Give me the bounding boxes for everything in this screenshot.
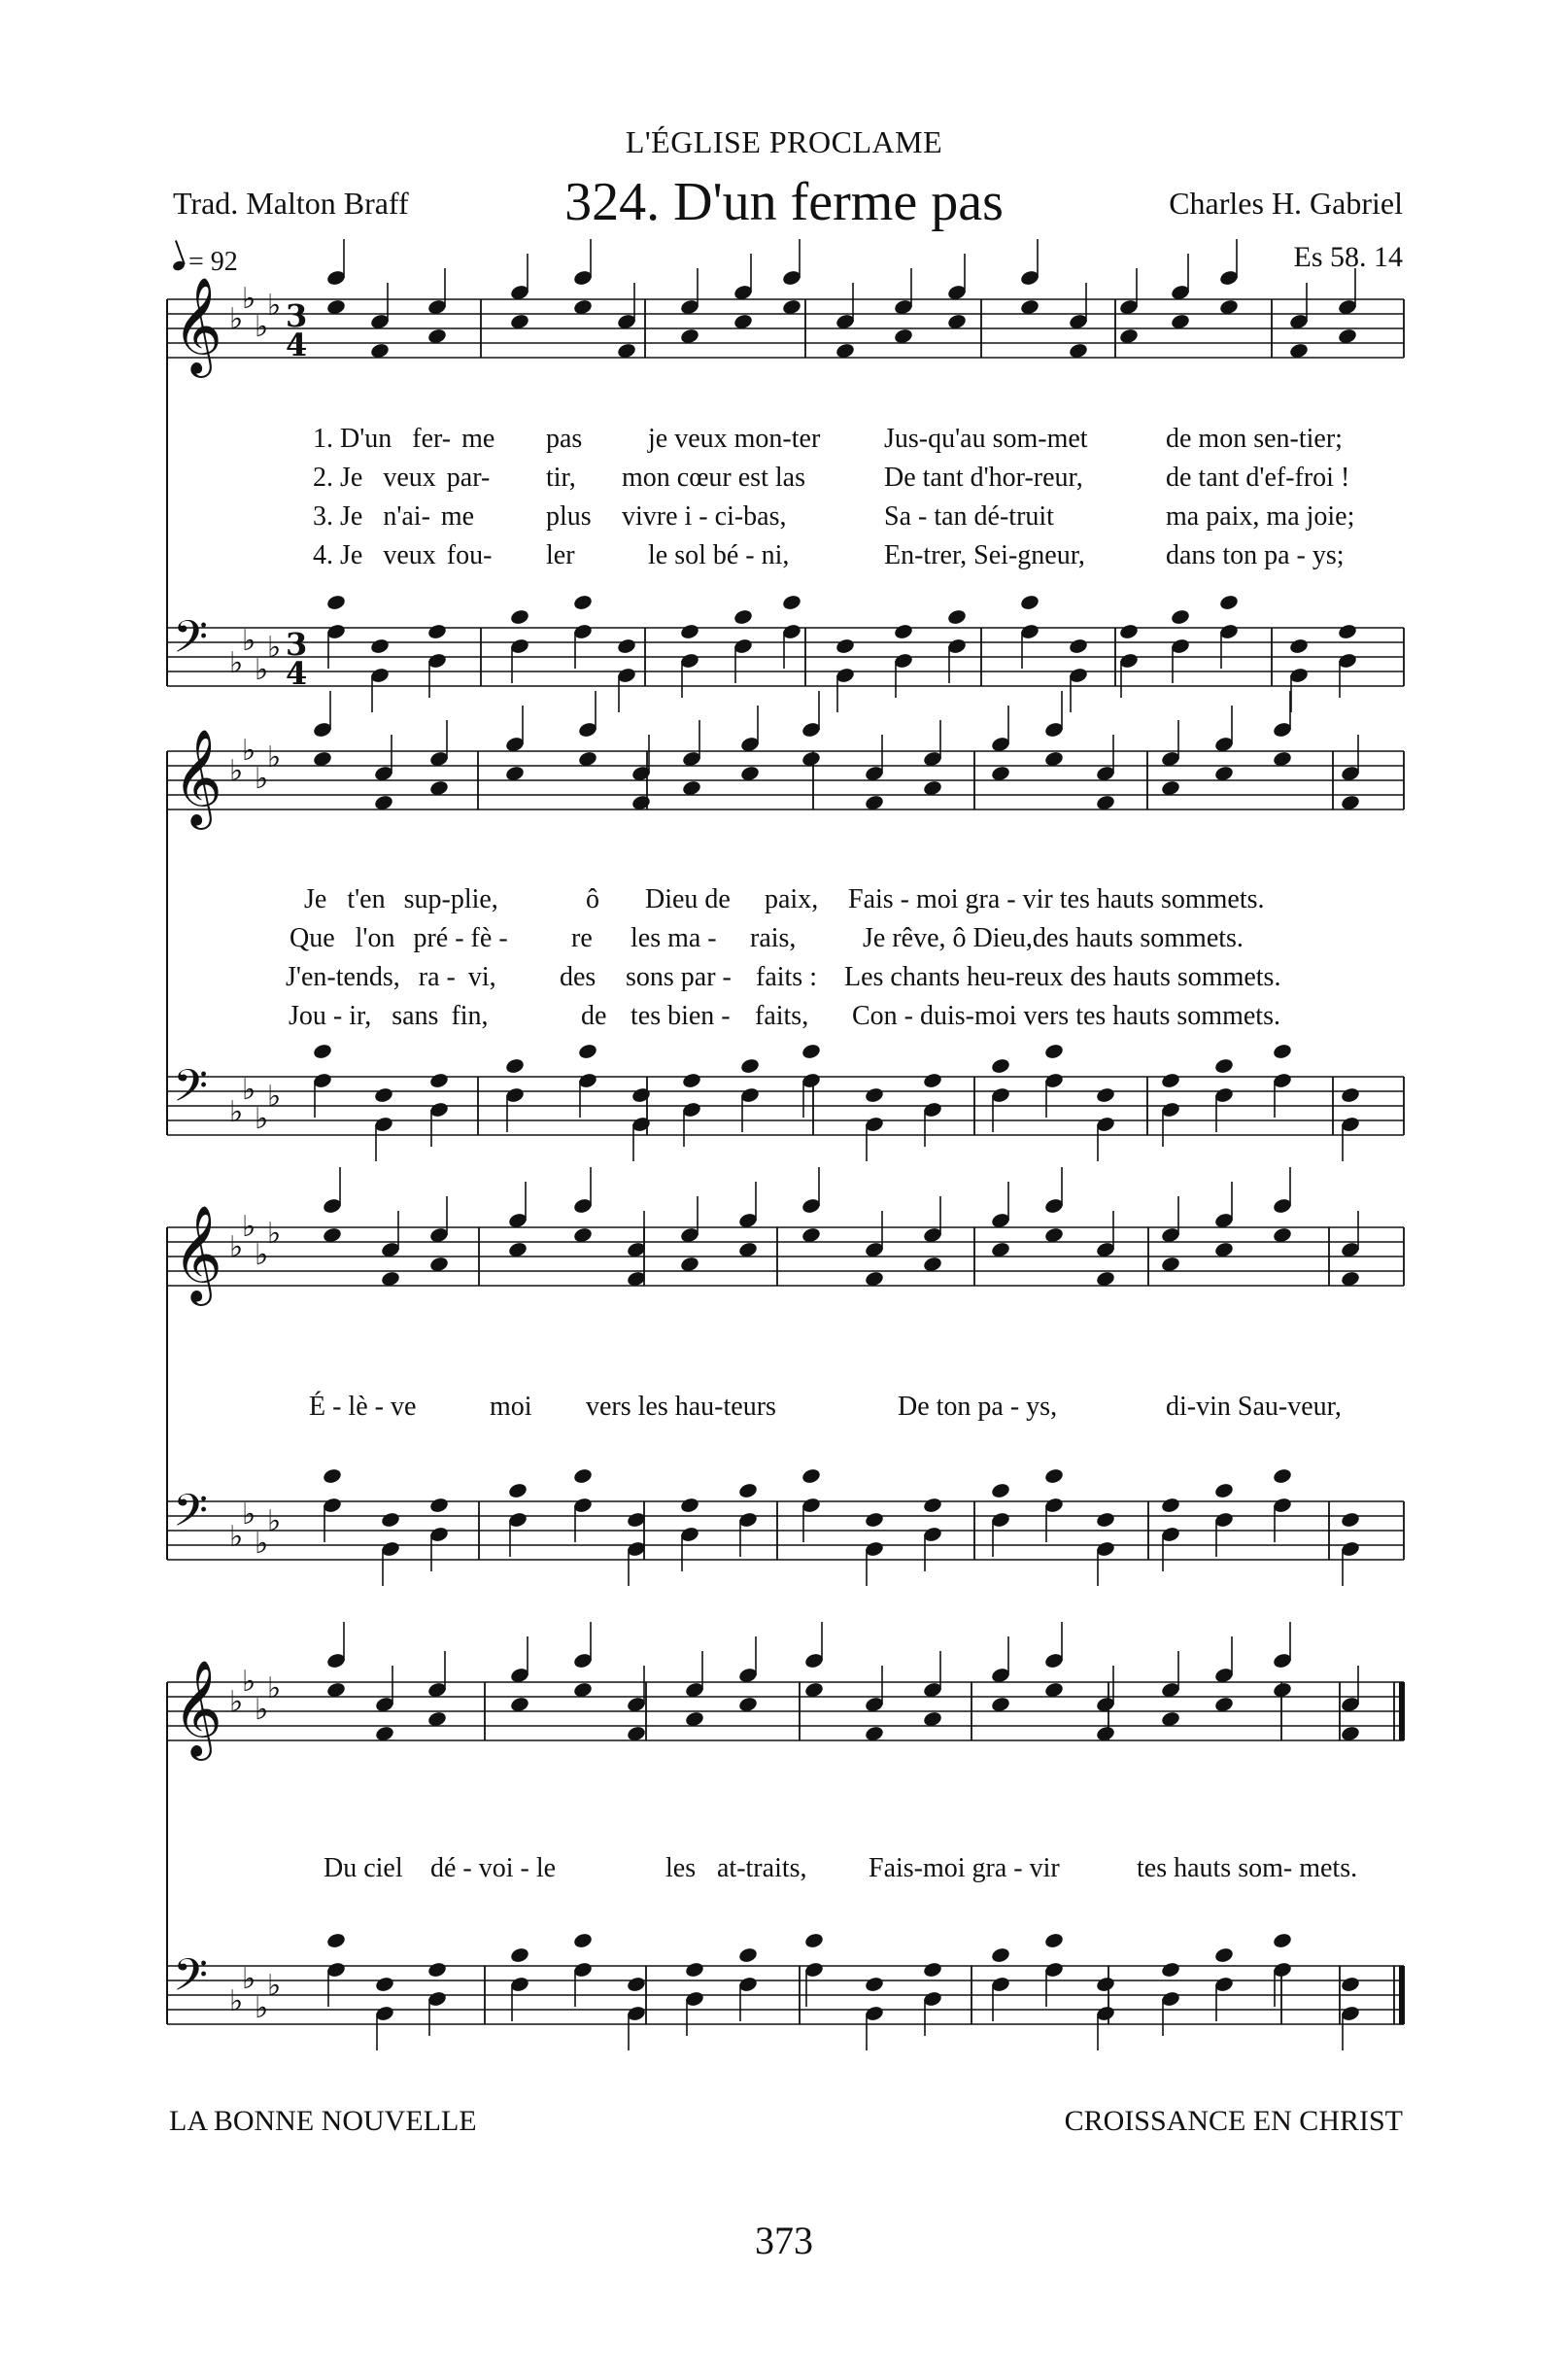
lyric-syllable: me — [461, 424, 495, 454]
lyric-syllable: pas — [546, 424, 583, 454]
flat-icon: ♭ — [267, 1504, 282, 1538]
lyric-line — [290, 923, 1244, 954]
lyric-syllable: sup-plie, — [403, 884, 498, 914]
lyric-syllable: tir, — [546, 463, 576, 493]
lyric-syllable: faits : — [756, 962, 817, 992]
note-head — [509, 1946, 529, 1964]
page-number: 373 — [755, 2219, 813, 2262]
time-signature: 3 — [286, 297, 308, 334]
final-barline — [1399, 1682, 1405, 1740]
lyric-syllable: des — [560, 962, 597, 992]
flat-icon: ♭ — [242, 624, 256, 658]
lyric-syllable: par- — [446, 463, 491, 493]
note-head — [864, 1086, 884, 1104]
note-head — [369, 637, 390, 655]
lyric-syllable: re — [571, 923, 593, 953]
flat-icon: ♭ — [229, 754, 244, 788]
note-head — [684, 1961, 704, 1979]
note-head — [1340, 1086, 1360, 1104]
note-head — [1272, 1467, 1292, 1485]
flat-icon: ♭ — [242, 1210, 256, 1244]
lyric-syllable: de tant d'ef-froi ! — [1166, 463, 1350, 493]
flat-icon: ♭ — [267, 1671, 282, 1705]
lyric-syllable: veux — [383, 463, 436, 493]
note-head — [864, 1976, 884, 1993]
lyric-syllable: le sol bé - ni, — [648, 540, 790, 570]
note-head — [990, 1057, 1010, 1075]
flat-icon: ♭ — [255, 762, 269, 796]
lyric-line — [313, 540, 1345, 571]
note-head — [1218, 594, 1239, 611]
time-signature: 4 — [286, 327, 308, 363]
lyric-line — [324, 1853, 1358, 1884]
lyric-syllable: Du ciel — [324, 1853, 403, 1883]
note-head — [1095, 1511, 1115, 1529]
note-head — [801, 1467, 821, 1485]
note-head — [626, 1976, 646, 1993]
lyric-line — [309, 1392, 1342, 1423]
lyric-syllable: J'en-tends, — [286, 962, 400, 992]
lyric-syllable: Je rêve, ô Dieu,des hauts sommets. — [863, 923, 1244, 953]
lyric-line — [304, 884, 1265, 915]
note-head — [577, 1043, 597, 1060]
note-head — [1043, 1932, 1064, 1949]
lyric-syllable: tes bien - — [631, 1001, 731, 1031]
lyric-line — [286, 962, 1281, 993]
flat-icon: ♭ — [255, 1693, 269, 1727]
lyric-syllable: sons par - — [626, 962, 732, 992]
flat-icon: ♭ — [267, 631, 282, 665]
note-head — [428, 1072, 449, 1089]
lyric-syllable: fin, — [451, 1001, 489, 1031]
note-head — [507, 1482, 528, 1499]
footer-left-label: LA BONNE NOUVELLE — [169, 2105, 477, 2137]
lyric-syllable: Jus-qu'au som-met — [884, 424, 1088, 454]
lyric-syllable: vivre i - ci-bas, — [622, 501, 787, 532]
hymn-title: 324. D'un ferme pas — [564, 172, 1004, 232]
note-head — [739, 1057, 760, 1075]
note-head — [1272, 1932, 1292, 1949]
note-head — [946, 608, 967, 626]
lyric-syllable: dans ton pa - ys; — [1166, 540, 1345, 570]
note-head — [801, 1043, 821, 1060]
time-signature: 4 — [286, 655, 308, 692]
note-head — [1288, 637, 1309, 655]
note-head — [1272, 1043, 1292, 1060]
flat-icon: ♭ — [255, 310, 269, 344]
lyric-syllable: 2. Je — [313, 463, 363, 493]
flat-icon: ♭ — [267, 740, 282, 775]
flat-icon: ♭ — [267, 289, 282, 323]
lyric-syllable: faits, — [755, 1001, 809, 1031]
note-head — [835, 637, 855, 655]
lyric-syllable: 3. Je — [313, 501, 363, 532]
lyric-syllable: plus — [546, 501, 592, 532]
lyric-syllable: Dieu de — [645, 884, 731, 914]
lyric-syllable: di-vin Sau-veur, — [1166, 1392, 1342, 1422]
lyric-line — [313, 424, 1343, 455]
lyric-syllable: ler — [546, 540, 575, 570]
note-head — [803, 1932, 824, 1949]
tempo-value: = 92 — [188, 247, 238, 277]
flat-icon: ♭ — [229, 646, 244, 680]
note-head — [312, 1043, 332, 1060]
note-head — [380, 1511, 400, 1529]
lyric-syllable: paix, — [765, 884, 819, 914]
time-signature: 3 — [286, 626, 308, 663]
note-head — [1213, 1946, 1234, 1964]
note-head — [572, 1932, 593, 1949]
bass-clef-icon: 𝄢 — [173, 611, 209, 674]
lyric-syllable: Jou - ir, — [289, 1001, 372, 1031]
note-head — [1337, 623, 1357, 640]
lyric-syllable: at-traits, — [717, 1853, 807, 1883]
lyric-syllable: l'on — [355, 923, 395, 953]
lyric-syllable: 4. Je — [313, 540, 363, 570]
note-head — [864, 1511, 884, 1529]
note-head — [325, 1932, 346, 1949]
lyric-syllable: Fais-moi gra - vir — [869, 1853, 1060, 1883]
treble-clef-icon: 𝄞 — [173, 1205, 222, 1302]
note-head — [893, 623, 913, 640]
lyric-syllable: n'ai- — [383, 501, 430, 532]
note-head — [1068, 637, 1088, 655]
treble-clef-icon: 𝄞 — [173, 277, 222, 374]
bass-clef-icon: 𝄢 — [173, 1485, 209, 1548]
flat-icon: ♭ — [255, 653, 269, 687]
note-head — [737, 1946, 758, 1964]
bass-clef-icon: 𝄢 — [173, 1949, 209, 2013]
lyric-syllable: fou- — [446, 540, 493, 570]
note-head — [374, 1976, 394, 1993]
lyric-syllable: sans — [392, 1001, 439, 1031]
note-head — [325, 594, 346, 611]
lyric-syllable: Con - duis-moi vers tes hauts sommets. — [852, 1001, 1280, 1031]
flat-icon: ♭ — [229, 1095, 244, 1129]
flat-icon: ♭ — [242, 1073, 256, 1107]
treble-clef-icon: 𝄞 — [173, 1660, 222, 1757]
note-head — [616, 637, 636, 655]
lyric-syllable: veux — [383, 540, 436, 570]
words-credit: Trad. Malton Braff — [173, 186, 409, 221]
note-head — [504, 1057, 525, 1075]
lyric-syllable: De ton pa - ys, — [898, 1392, 1058, 1422]
lyric-syllable: Fais - moi gra - vir tes hauts sommets. — [848, 884, 1265, 914]
note-head — [1213, 1482, 1234, 1499]
note-head — [990, 1946, 1010, 1964]
lyric-syllable: je veux mon-ter — [648, 424, 821, 454]
lyric-syllable: moi — [490, 1392, 532, 1422]
bass-clef-icon: 𝄢 — [173, 1060, 209, 1123]
note-head — [572, 1467, 593, 1485]
note-head — [322, 1467, 342, 1485]
lyric-syllable: t'en — [347, 884, 386, 914]
note-head — [572, 594, 593, 611]
lyric-syllable: Sa - tan dé-truit — [884, 501, 1054, 532]
section-heading: L'ÉGLISE PROCLAME — [625, 124, 943, 159]
note-head — [1095, 1976, 1115, 1993]
lyric-syllable: tes hauts som- mets. — [1137, 1853, 1358, 1883]
note-head — [922, 1961, 942, 1979]
lyric-syllable: É - lè - ve — [309, 1392, 417, 1422]
note-head — [922, 1072, 942, 1089]
flat-icon: ♭ — [267, 1969, 282, 2003]
lyric-syllable: 1. D'un — [313, 424, 392, 454]
lyric-line — [313, 463, 1350, 494]
lyric-syllable: rais, — [750, 923, 797, 953]
note-head — [428, 1497, 449, 1514]
note-head — [1340, 1511, 1360, 1529]
lyric-syllable: Que — [290, 923, 335, 953]
flat-icon: ♭ — [255, 1102, 269, 1136]
lyric-syllable: vi, — [467, 962, 496, 992]
flat-icon: ♭ — [229, 1520, 244, 1554]
note-head — [781, 594, 801, 611]
final-barline — [1399, 1966, 1405, 2024]
lyric-line — [313, 501, 1355, 533]
note-head — [990, 1482, 1010, 1499]
lyric-syllable: ma paix, ma joie; — [1166, 501, 1355, 532]
note-head — [509, 608, 529, 626]
note-head — [733, 608, 753, 626]
note-head — [737, 1482, 758, 1499]
flat-icon: ♭ — [229, 1984, 244, 2018]
lyric-syllable: de — [581, 1001, 607, 1031]
note-head — [679, 1497, 699, 1514]
note-head — [679, 623, 699, 640]
lyric-syllable: fer- — [412, 424, 452, 454]
lyric-syllable: les — [665, 1853, 697, 1883]
flat-icon: ♭ — [242, 1498, 256, 1532]
note-head — [1043, 1467, 1064, 1485]
note-head — [1095, 1086, 1115, 1104]
note-head — [1043, 1043, 1064, 1060]
flat-icon: ♭ — [242, 1962, 256, 1996]
flat-icon: ♭ — [229, 1685, 244, 1719]
flat-icon: ♭ — [255, 1527, 269, 1561]
note-head — [426, 623, 447, 640]
treble-clef-icon: 𝄞 — [173, 729, 222, 826]
flat-icon: ♭ — [242, 282, 256, 316]
scripture-reference: Es 58. 14 — [1293, 241, 1403, 273]
note-head — [1340, 1976, 1360, 1993]
flat-icon: ♭ — [242, 734, 256, 768]
lyric-syllable: En-trer, Sei-gneur, — [884, 540, 1085, 570]
lyric-syllable: mon cœur est las — [622, 463, 805, 493]
lyric-syllable: Les chants heu-reux des hauts sommets. — [844, 962, 1281, 992]
lyric-syllable: dé - voi - le — [430, 1853, 557, 1883]
note-head — [1160, 1497, 1180, 1514]
flat-icon: ♭ — [242, 1665, 256, 1699]
note-head — [373, 1086, 393, 1104]
note-head — [631, 1086, 651, 1104]
lyric-syllable: les ma - — [631, 923, 717, 953]
lyric-syllable: ra - — [418, 962, 456, 992]
lyric-syllable: vers les hau-teurs — [586, 1392, 776, 1422]
flat-icon: ♭ — [267, 1217, 282, 1251]
lyric-syllable: de mon sen-tier; — [1166, 424, 1343, 454]
note-head — [1160, 1961, 1180, 1979]
flat-icon: ♭ — [229, 1230, 244, 1264]
music-credit: Charles H. Gabriel — [1169, 186, 1403, 221]
footer-right-label: CROISSANCE EN CHRIST — [1064, 2105, 1403, 2137]
flat-icon: ♭ — [267, 1080, 282, 1114]
note-head — [922, 1497, 942, 1514]
note-head — [1019, 594, 1040, 611]
flat-icon: ♭ — [255, 1238, 269, 1272]
lyric-syllable: pré - fè - — [413, 923, 508, 953]
flat-icon: ♭ — [255, 1991, 269, 2025]
note-head — [1118, 623, 1139, 640]
lyric-syllable: De tant d'hor-reur, — [884, 463, 1083, 493]
note-head — [681, 1072, 701, 1089]
note-head — [1170, 608, 1190, 626]
note-head — [426, 1961, 447, 1979]
flat-icon: ♭ — [229, 302, 244, 336]
lyric-syllable: Je — [304, 884, 327, 914]
lyric-syllable: me — [440, 501, 475, 532]
lyric-syllable: ô — [586, 884, 599, 914]
note-head — [1213, 1057, 1234, 1075]
lyric-line — [289, 1001, 1280, 1032]
note-head — [1160, 1072, 1180, 1089]
